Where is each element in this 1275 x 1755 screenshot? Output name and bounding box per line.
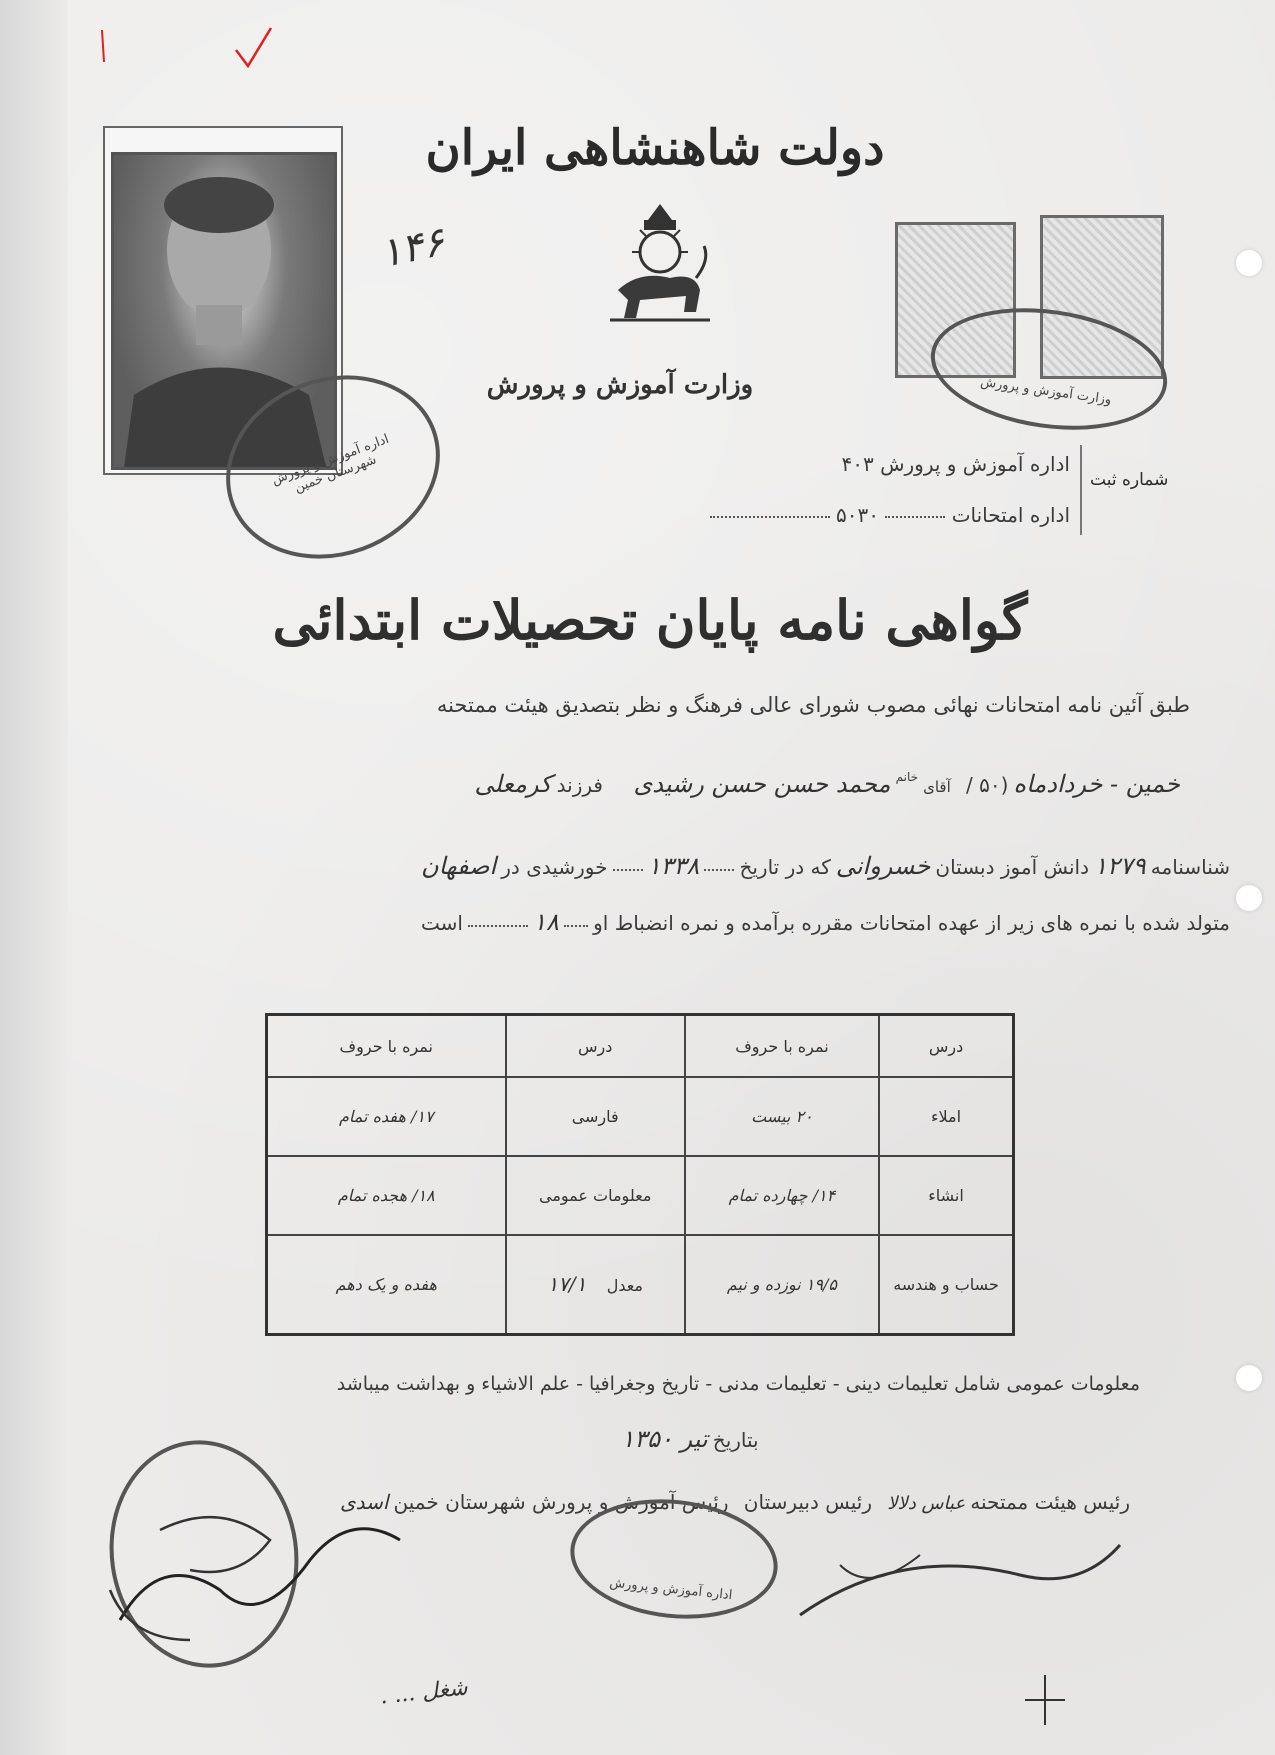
table-header-row — [267, 1015, 1014, 1078]
reg-office1-value: ۴۰۳ — [841, 452, 874, 476]
sign2-label: رئیس دبیرستان — [743, 1490, 873, 1514]
sign3-label: رئیس آموزش و پرورش شهرستان خمین — [393, 1490, 729, 1514]
grade-cell: ۲۰ بیست — [685, 1077, 879, 1156]
id-label: شناسنامه — [1150, 855, 1230, 879]
cert-line-2 — [240, 852, 1230, 892]
subject-cell: فارسی — [506, 1077, 685, 1156]
cross-mark — [1020, 1670, 1070, 1730]
punch-hole — [1236, 250, 1262, 276]
grade-cell: ۱۸/ هجده تمام — [267, 1156, 506, 1235]
photo-handwritten-number: ۱۴۶ — [375, 218, 449, 278]
grade-cell: هفده و یک دهم — [267, 1235, 506, 1335]
grade-cell: ۱۹/۵ نوزده و نیم — [685, 1235, 879, 1335]
solar-label: خورشیدی در — [501, 855, 608, 879]
punch-hole — [1236, 885, 1262, 911]
id-hand: خمین - خردادماه — [1013, 770, 1180, 798]
school-label: دانش آموز دبستان — [935, 855, 1090, 879]
reg-office1 — [760, 452, 1070, 476]
grade-cell: ۱۴/ چهارده تمام — [685, 1156, 879, 1235]
cert-line-3 — [240, 908, 1230, 948]
sign1-name: عباس دلالا — [887, 1493, 966, 1514]
father-name: کرمعلی — [474, 770, 552, 798]
date-label: بتاریخ — [712, 1428, 759, 1452]
col-grade-1: نمره با حروف — [685, 1015, 879, 1078]
id-prefix: (۵۰ / — [966, 773, 1009, 797]
reg-office1-label: اداره آموزش و پرورش — [880, 452, 1070, 476]
subject-cell: انشاء — [879, 1156, 1013, 1235]
reg-office2-value: ۵۰۳۰ — [836, 503, 879, 527]
director-signature — [780, 1505, 1140, 1625]
sign1-label: رئیس هیئت ممتحنه — [970, 1490, 1130, 1514]
stamp-seal-text: وزارت آموزش و پرورش — [979, 374, 1113, 408]
date-label: که در تاریخ — [739, 855, 831, 879]
date-value: تیر ۱۳۵۰ — [621, 1425, 708, 1453]
honorific-label: خانم — [895, 770, 919, 784]
certificate-title: گواهی نامه پایان تحصیلات ابتدائی — [272, 588, 1028, 652]
average-cell — [506, 1235, 685, 1335]
cert-line-1 — [240, 770, 1180, 810]
id-number: ۱۲۷۹ — [1094, 852, 1146, 880]
footer-date — [520, 1425, 860, 1453]
col-subject-1: درس — [879, 1015, 1013, 1078]
col-grade-2: نمره با حروف — [267, 1015, 506, 1078]
certificate-intro: طبق آئین نامه امتحانات نهائی مصوب شورای عالی فرهنگ و نظر بتصدیق هیئت ممتحنه — [436, 693, 1190, 717]
grade-cell: ۱۷/ هفده تمام — [267, 1077, 506, 1156]
discipline-grade: ۱۸ — [533, 908, 559, 936]
school-name: خسروانی — [835, 852, 931, 880]
lion-and-sun-icon — [600, 200, 720, 340]
footer-note: معلومات عمومی شامل تعلیمات دینی - تعلیمات مدنی - تاریخ وجغرافیا - علم الاشیاء و بهداشت میباشد — [336, 1373, 1140, 1395]
red-check-mark — [96, 22, 276, 82]
table-row — [267, 1235, 1014, 1335]
photo-seal-text: اداره آموزش و پرورش شهرستان خمین — [269, 431, 391, 496]
reg-divider — [1080, 445, 1082, 535]
mr-label: آقای — [923, 778, 951, 796]
bottom-seal-text: اداره آموزش و پرورش — [608, 1575, 733, 1604]
son-of-label: فرزند — [556, 773, 603, 797]
reg-number-label: شماره ثبت — [1090, 470, 1169, 490]
ministry-title: وزارت آموزش و پرورش — [486, 370, 754, 400]
average-value: ۱۷/۱ — [547, 1272, 587, 1297]
grades-table — [265, 1013, 1015, 1336]
reg-office2 — [720, 503, 1070, 527]
subject-cell: املاء — [879, 1077, 1013, 1156]
bottom-handwriting: شغل ... . — [378, 1675, 469, 1710]
page-edge — [0, 0, 68, 1755]
subject-cell: معلومات عمومی — [506, 1156, 685, 1235]
student-name: محمد حسن حسن رشیدی — [633, 770, 891, 798]
punch-hole — [1236, 1365, 1262, 1391]
average-label: معدل — [606, 1276, 643, 1296]
sign3-name: اسدی — [339, 1490, 389, 1514]
birth-place: اصفهان — [420, 852, 497, 880]
col-subject-2: درس — [506, 1015, 685, 1078]
line3-text: متولد شده با نمره های زیر از عهده امتحانات مقرره برآمده و نمره انضباط او — [593, 911, 1230, 935]
state-title: دولت شاهنشاهی ایران — [425, 120, 885, 176]
reg-office2-label: اداره امتحانات — [951, 503, 1070, 527]
line3-end: است — [421, 911, 463, 935]
signature-scribble — [100, 1470, 440, 1650]
table-row — [267, 1077, 1014, 1156]
table-row — [267, 1156, 1014, 1235]
birth-year: ۱۳۳۸ — [647, 852, 700, 880]
subject-cell: حساب و هندسه — [879, 1235, 1013, 1335]
